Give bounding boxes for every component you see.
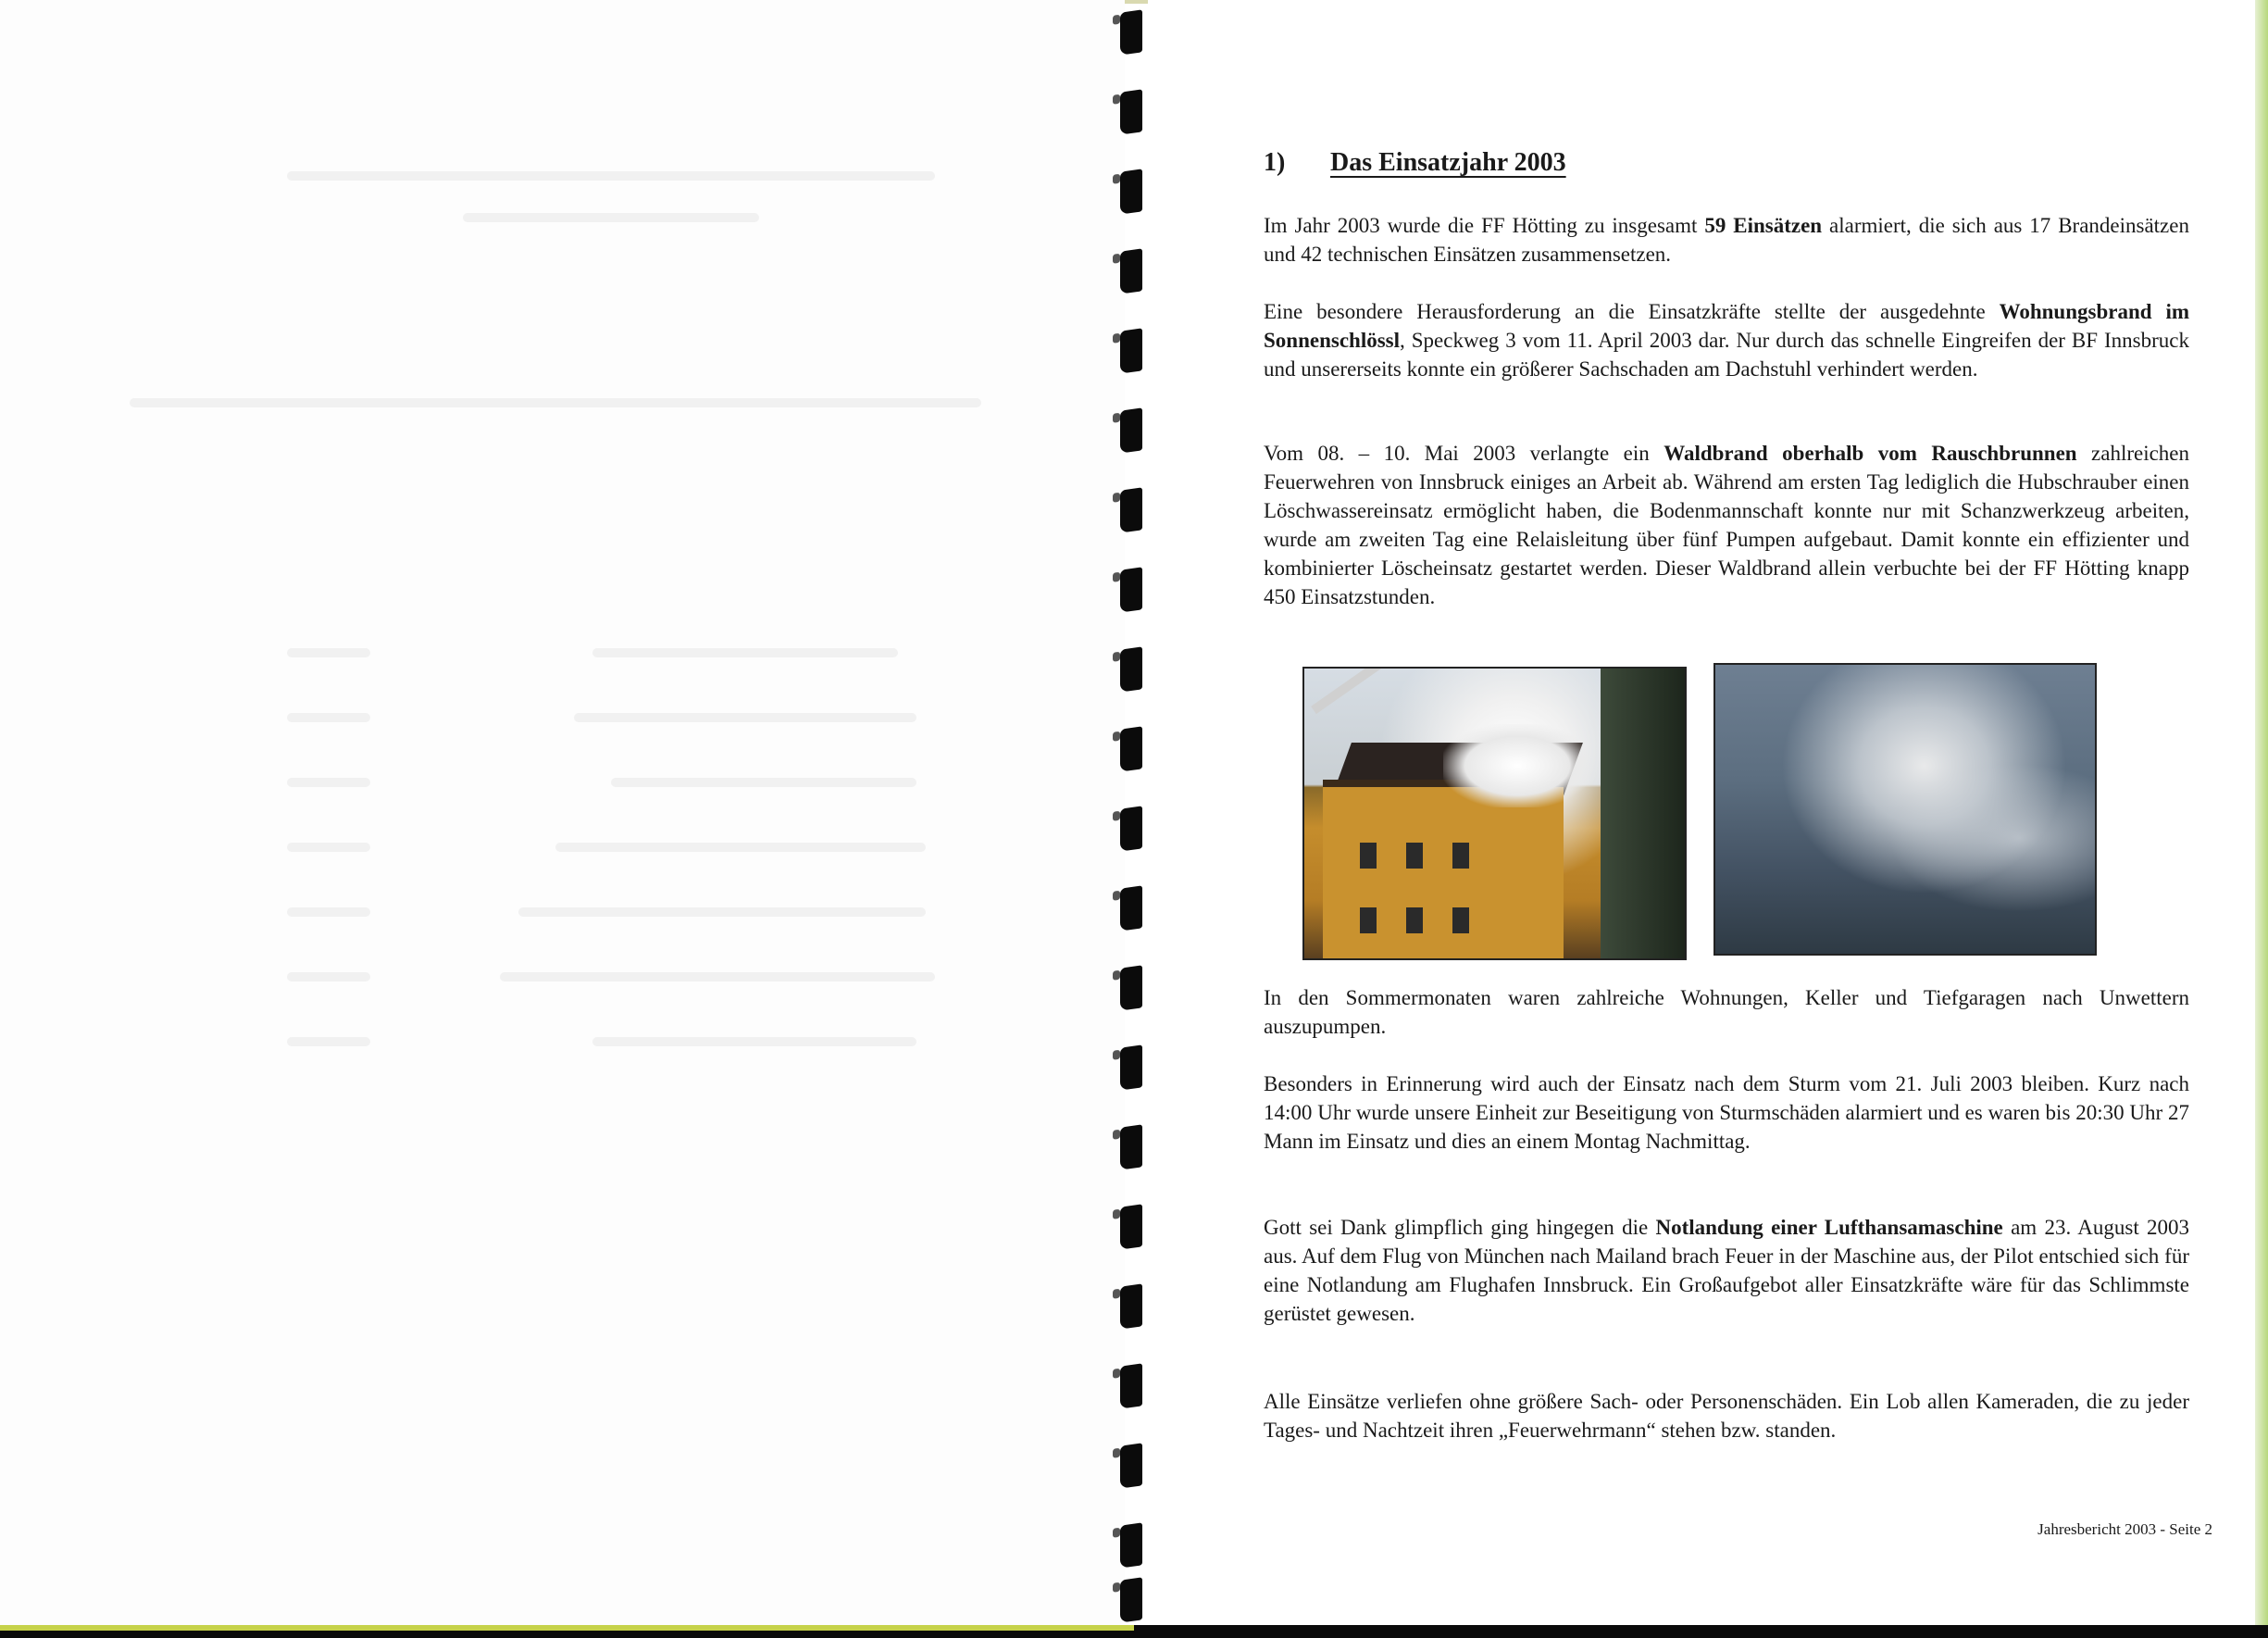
show-through-mark	[287, 171, 935, 181]
paragraph-waldbrand	[1264, 439, 2189, 611]
binding-coil	[1120, 1204, 1142, 1249]
emphasis-text: Waldbrand oberhalb vom Rauschbrunnen	[1664, 442, 2077, 465]
show-through-mark	[287, 907, 370, 917]
emphasis-text: Wohnungsbrand im Sonnenschlössl	[1264, 300, 2189, 352]
paragraph-schluss	[1264, 1387, 2189, 1444]
show-through-mark	[592, 1037, 916, 1046]
binding-coil	[1120, 328, 1142, 373]
paragraph-text: Alle Einsätze verliefen ohne größere Sach- oder Personenschäden. Ein Lob allen Kameraden, die zu jeder Tages- und Nachtzeit ihren „Feuerwehrmann“ stehen bzw. standen.	[1264, 1390, 2189, 1442]
forest-fire-smoke-photo	[1713, 663, 2097, 956]
paragraph-text: Vom 08. – 10. Mai 2003 verlangte ein	[1264, 442, 1664, 465]
paragraph-text: Im Jahr 2003 wurde die FF Hötting zu insgesamt	[1264, 214, 1705, 237]
show-through-mark	[287, 713, 370, 722]
show-through-mark	[287, 843, 370, 852]
paragraph-sommer	[1264, 983, 2189, 1041]
binding-coil	[1120, 646, 1142, 692]
paragraph-text: Eine besondere Herausforderung an die Einsatzkräfte stellte der ausgedehnte	[1264, 300, 2000, 323]
paragraph-notlandung	[1264, 1213, 2189, 1328]
paragraph-intro	[1264, 211, 2189, 269]
show-through-mark	[287, 1037, 370, 1046]
section-title: Das Einsatzjahr 2003	[1330, 148, 1566, 177]
show-through-mark	[463, 213, 759, 222]
binding-coil	[1120, 1363, 1142, 1408]
binding-coil	[1120, 1124, 1142, 1169]
show-through-mark	[287, 648, 370, 657]
binding-coil	[1120, 248, 1142, 294]
show-through-mark	[611, 778, 916, 787]
binding-coil	[1120, 1044, 1142, 1090]
paragraph-wohnungsbrand	[1264, 297, 2189, 383]
left-blank-page	[0, 0, 1125, 1625]
paragraph-text: In den Sommermonaten waren zahlreiche Wohnungen, Keller und Tiefgaragen nach Unwettern auszupumpen.	[1264, 986, 2189, 1038]
binding-coil	[1120, 1283, 1142, 1329]
show-through-mark	[518, 907, 926, 917]
section-heading	[1264, 148, 1763, 178]
binding-coil	[1120, 567, 1142, 612]
paragraph-text: am 23. August 2003 aus. Auf dem Flug von München nach Mailand brach Feuer in der Maschine aus, der Pilot entschied sich für eine Notlandung am Flughafen Innsbruck. Ein Großaufgebot aller Einsatzkräfte wäre für das Schlimmste gerüstet gewesen.	[1264, 1216, 2190, 1325]
binding-coil	[1120, 169, 1142, 214]
paragraph-text: Besonders in Erinnerung wird auch der Einsatz nach dem Sturm vom 21. Juli 2003 bleiben. Kurz nach 14:00 Uhr wurde unsere Einheit zur Beseitigung von Sturmschäden alarmiert und es waren bis 20:30 Uhr 27 Mann im Einsatz und dies an einem Montag Nachmittag.	[1264, 1072, 2189, 1153]
show-through-mark	[287, 972, 370, 982]
show-through-mark	[574, 713, 916, 722]
binding-coil	[1120, 1522, 1142, 1568]
paragraph-text: zahlreichen Feuerwehren von Innsbruck einiges an Arbeit ab. Während am ersten Tag lediglich die Hubschrauber einen Löschwassereinsatz ermöglicht haben, die Bodenmannschaft konnte nur mit Schanzwerkzeug arbeiten, wurde am zweiten Tag eine Relaisleitung über fünf Pumpen aufgebaut. Damit konnte ein effizienter und kombinierter Löscheinsatz gestartet werden. Dieser Waldbrand allein verbuchte bei der FF Hötting knapp 450 Einsatzstunden.	[1264, 442, 2190, 608]
paragraph-text: alarmiert, die sich aus 17 Brandeinsätzen und 42 technischen Einsätzen zusammensetzen.	[1264, 214, 2189, 266]
emphasis-text: Notlandung einer Lufthansamaschine	[1655, 1216, 2003, 1239]
binding-coil	[1120, 89, 1142, 134]
report-page	[1148, 0, 2255, 1625]
scan-edge-right	[2255, 0, 2268, 1638]
show-through-mark	[130, 398, 981, 407]
binding-coil	[1120, 885, 1142, 931]
binding-coil	[1120, 1577, 1142, 1622]
binding-coil	[1120, 1443, 1142, 1488]
paragraph-text: Gott sei Dank glimpflich ging hingegen die	[1264, 1216, 1656, 1239]
show-through-mark	[500, 972, 935, 982]
section-number: 1)	[1264, 148, 1286, 177]
binding-coil	[1120, 726, 1142, 771]
page-footer: Jahresbericht 2003 - Seite 2	[2037, 1520, 2212, 1538]
paragraph-sturm	[1264, 1069, 2189, 1156]
binding-coil	[1120, 9, 1142, 55]
binding-coil	[1120, 487, 1142, 532]
house-fire-photo	[1302, 667, 1687, 960]
binding-coil	[1120, 965, 1142, 1010]
binding-coil	[1120, 407, 1142, 453]
emphasis-text: 59 Einsätzen	[1704, 214, 1823, 237]
paragraph-text: , Speckweg 3 vom 11. April 2003 dar. Nur durch das schnelle Eingreifen der BF Innsbruck und unsererseits konnte ein größerer Sachschaden am Dachstuhl verhindert werden.	[1264, 329, 2189, 381]
binding-coil	[1120, 806, 1142, 851]
show-through-mark	[555, 843, 926, 852]
show-through-mark	[592, 648, 898, 657]
scan-edge-bottom	[0, 1625, 2268, 1638]
show-through-mark	[287, 778, 370, 787]
